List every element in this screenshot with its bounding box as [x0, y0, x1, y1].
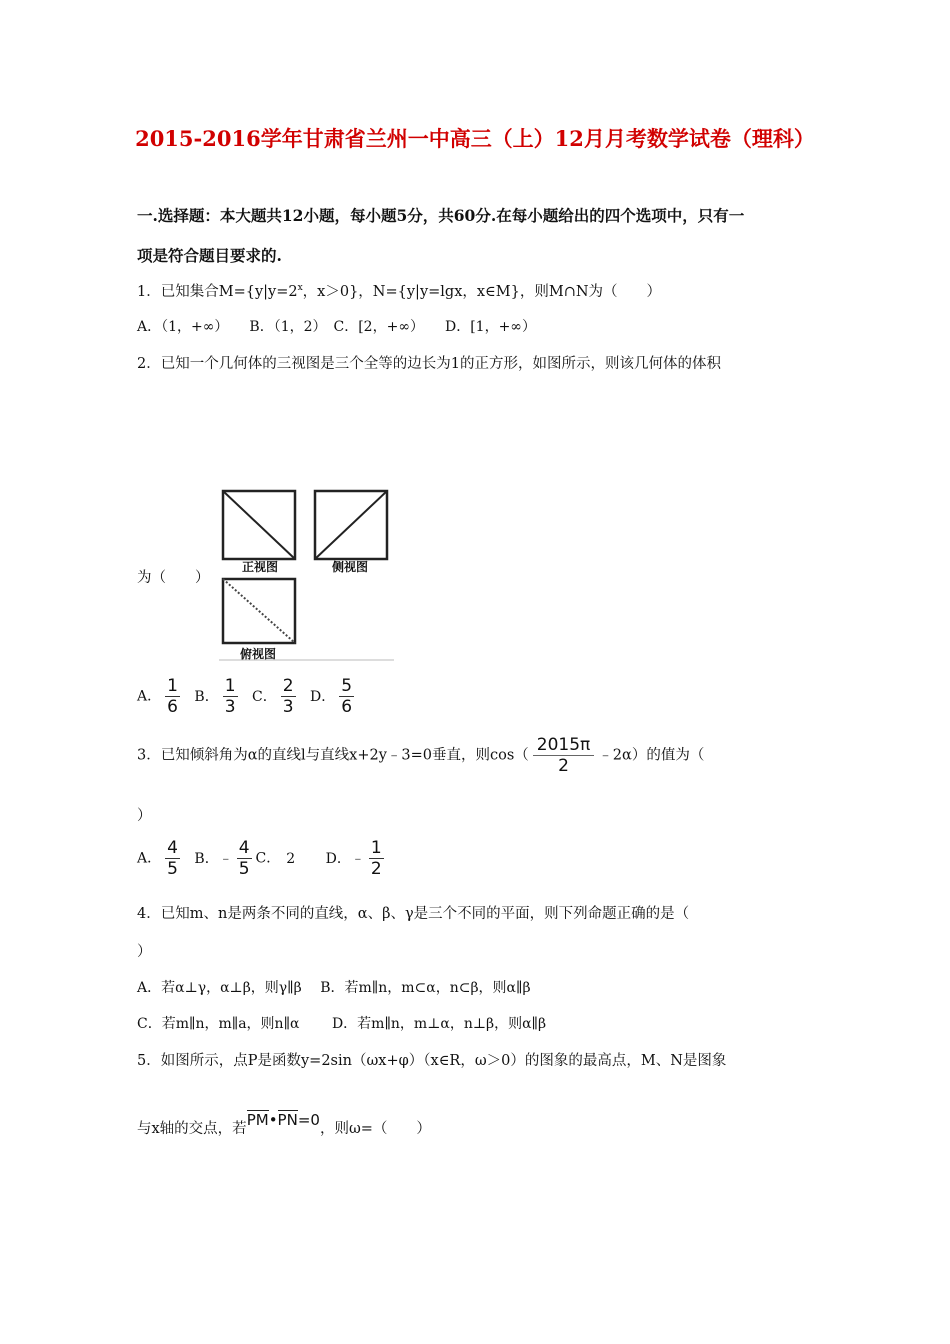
q1-text-pre: 1．已知集合M={y|y=2 — [137, 284, 298, 300]
q5-text-post: ，则ω=（ ） — [319, 1121, 431, 1137]
top-view-label: 俯视图 — [240, 647, 277, 661]
side-view-label: 侧视图 — [332, 560, 369, 574]
q3-fraction: $\frac{2015\pi}{2}$ — [533, 735, 595, 776]
q4-line2: ） — [137, 944, 152, 960]
q2-option-d-letter: D． — [309, 688, 336, 705]
q3-option-d-letter: D． — [325, 850, 351, 867]
q4-options-cd: C．若m∥n，m∥a，则n∥α D．若m∥n，m⊥α，n⊥β，则α∥β — [137, 1016, 547, 1032]
section-heading-line2: 项是符合题目要求的. — [137, 246, 282, 265]
q5-line2 — [137, 1111, 431, 1138]
front-view-label: 正视图 — [242, 560, 279, 574]
three-views-svg — [218, 488, 394, 663]
q3-option-d-fraction: $\frac{1}{2}$ — [370, 838, 382, 879]
q2-option-a-letter: A． — [137, 688, 162, 705]
q1-options: A．（1，+∞） B．（1，2） C．[2，+∞） D．[1，+∞） — [137, 319, 536, 335]
q2-options — [137, 676, 358, 717]
question-3 — [137, 735, 704, 776]
question-5: 5．如图所示，点P是函数y=2sin（ωx+φ）（x∈R，ω＞0）的图象的最高点，M、N是图象 — [137, 1053, 727, 1069]
vector-pn: PN — [277, 1111, 298, 1129]
question-1 — [137, 280, 661, 301]
q3-text-pre: 3．已知倾斜角为α的直线l与直线x+2y﹣3=0垂直，则cos（ — [137, 747, 529, 764]
q1-superscript: x — [297, 283, 303, 294]
q2-option-c-letter: C． — [251, 688, 277, 705]
q3-option-b-letter: B． — [194, 850, 219, 867]
section-heading-line1: 一.选择题：本大题共12小题，每小题5分，共60分.在每小题给出的四个选项中，只有一 — [137, 206, 745, 225]
q3-line2: ） — [137, 808, 152, 824]
q2-option-d-fraction: $\frac{5}{6}$ — [341, 676, 353, 717]
page-title: 2015-2016学年甘肃省兰州一中高三（上）12月月考数学试卷（理科） — [135, 126, 815, 151]
vector-pm: PM — [246, 1111, 269, 1129]
three-views-figure — [218, 488, 394, 663]
vector-equals-zero: =0 — [297, 1111, 320, 1129]
q3-option-c-letter: C． — [255, 850, 281, 867]
q3-text-post: ﹣2α）的值为（ — [598, 747, 705, 764]
q3-option-c-value: 2 — [286, 850, 296, 867]
q2-option-b-letter: B． — [194, 688, 219, 705]
q5-vector-expression — [247, 1110, 320, 1129]
q4-options-ab: A．若α⊥γ，α⊥β，则γ∥β B．若m∥n，m⊂α，n⊂β，则α∥β — [137, 980, 531, 996]
q2-option-a-fraction: $\frac{1}{6}$ — [167, 676, 178, 717]
question-4: 4．已知m、n是两条不同的直线，α、β、γ是三个不同的平面，则下列命题正确的是（ — [137, 906, 690, 922]
q3-option-a-letter: A． — [137, 850, 162, 867]
question-2: 2．已知一个几何体的三视图是三个全等的边长为1的正方形，如图所示，则该几何体的体积 — [137, 356, 721, 372]
q2-tail: 为（ ） — [137, 570, 210, 586]
q2-option-c-fraction: $\frac{2}{3}$ — [282, 676, 294, 717]
q5-text-pre: 与x轴的交点，若 — [137, 1121, 247, 1137]
q3-option-a-fraction: $\frac{4}{5}$ — [167, 838, 178, 879]
q3-option-b-fraction: $\frac{4}{5}$ — [238, 838, 250, 879]
q3-options: A． $\frac{4}{5}$ B．﹣ $\frac{4}{5}$ C． 2 D．﹣ $\frac{1}{2}$ — [137, 838, 382, 879]
q2-option-b-fraction: $\frac{1}{3}$ — [224, 676, 236, 717]
dot-product-symbol: • — [268, 1111, 278, 1129]
q1-text-post: ，x＞0}，N={y|y=lgx，x∈M}，则M∩N为（ ） — [302, 284, 662, 300]
